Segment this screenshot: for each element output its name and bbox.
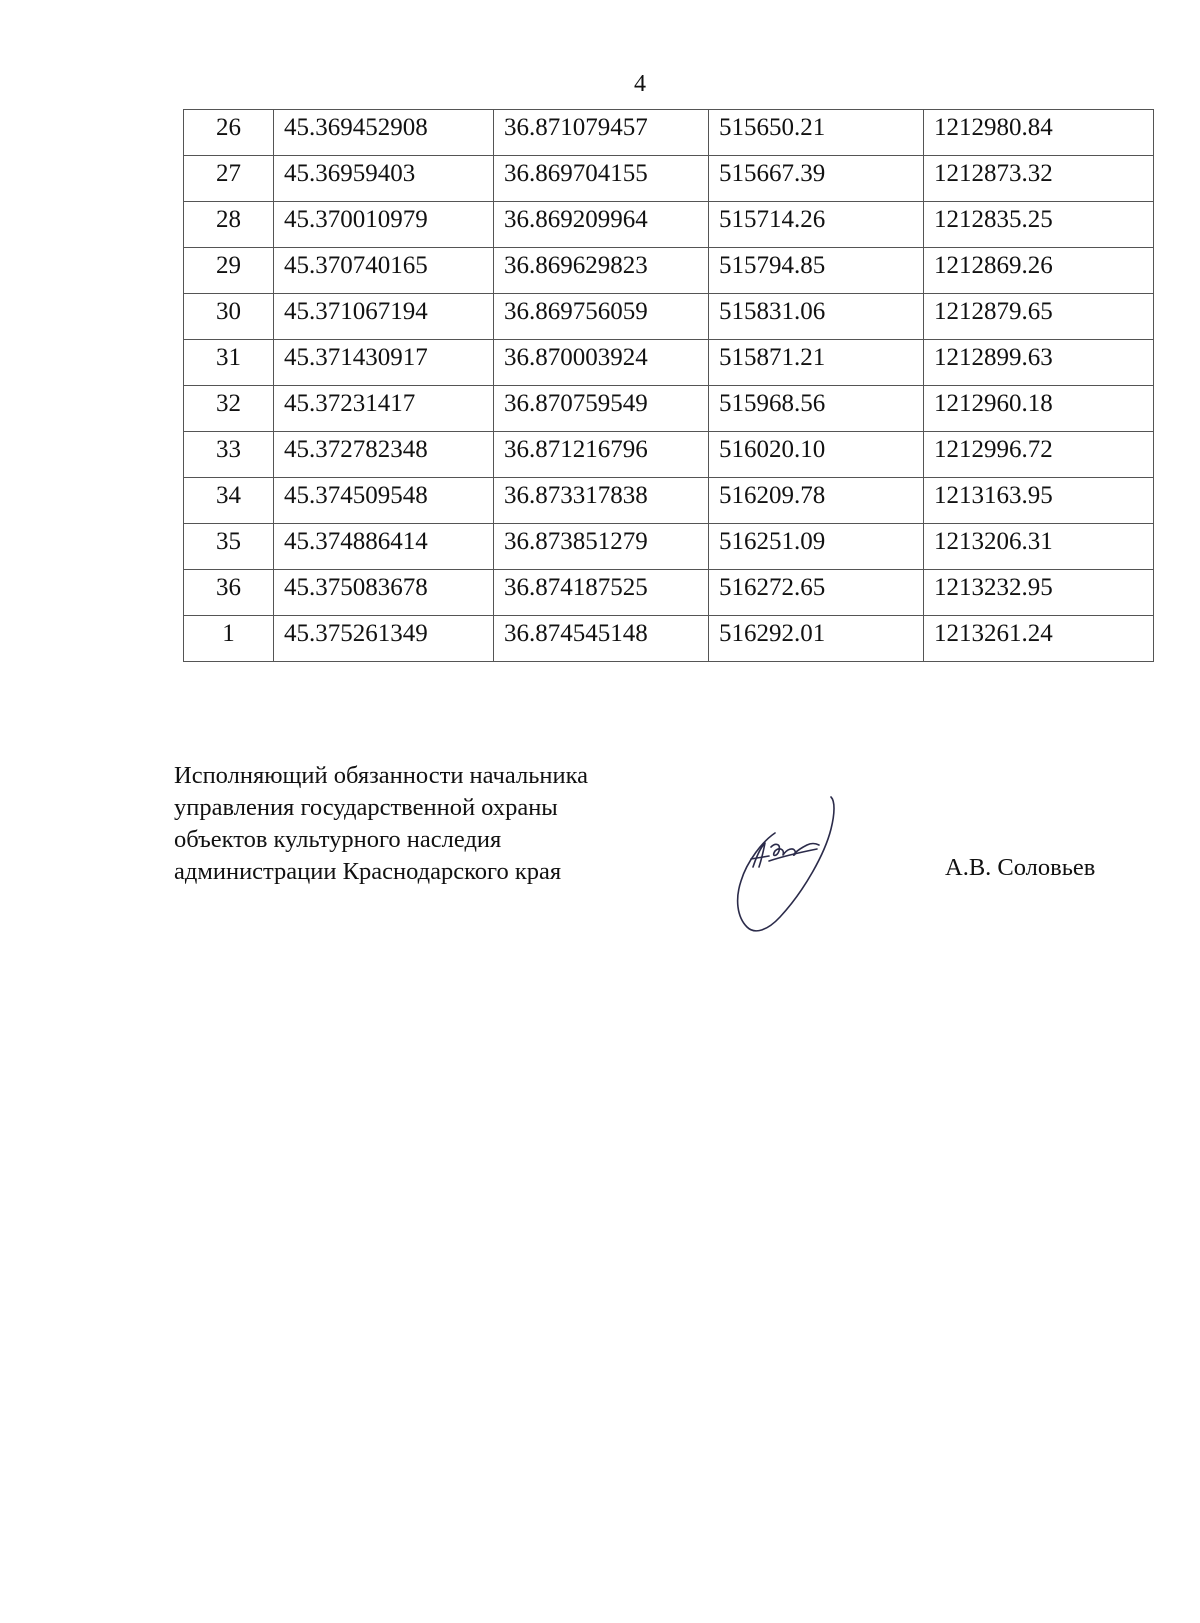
- x-coordinate-cell: 515667.39: [709, 156, 924, 202]
- latitude-cell: 45.370010979: [274, 202, 494, 248]
- position-line: объектов культурного наследия: [174, 826, 502, 853]
- x-coordinate-cell: 515871.21: [709, 340, 924, 386]
- position-line: администрации Краснодарского края: [174, 858, 562, 885]
- longitude-cell: 36.869704155: [494, 156, 709, 202]
- point-number-cell: 34: [184, 478, 274, 524]
- longitude-cell: 36.869756059: [494, 294, 709, 340]
- y-coordinate-cell: 1212899.63: [924, 340, 1154, 386]
- longitude-cell: 36.870003924: [494, 340, 709, 386]
- x-coordinate-cell: 516209.78: [709, 478, 924, 524]
- point-number-cell: 32: [184, 386, 274, 432]
- latitude-cell: 45.370740165: [274, 248, 494, 294]
- y-coordinate-cell: 1212835.25: [924, 202, 1154, 248]
- signatory-position: [174, 760, 588, 888]
- latitude-cell: 45.37231417: [274, 386, 494, 432]
- point-number-cell: 36: [184, 570, 274, 616]
- handwritten-signature: [735, 795, 865, 935]
- table-row: [184, 386, 1154, 432]
- y-coordinate-cell: 1213232.95: [924, 570, 1154, 616]
- point-number-cell: 35: [184, 524, 274, 570]
- latitude-cell: 45.375083678: [274, 570, 494, 616]
- table-row: [184, 432, 1154, 478]
- x-coordinate-cell: 515794.85: [709, 248, 924, 294]
- longitude-cell: 36.871079457: [494, 110, 709, 156]
- y-coordinate-cell: 1212996.72: [924, 432, 1154, 478]
- table-row: [184, 248, 1154, 294]
- table-row: [184, 524, 1154, 570]
- x-coordinate-cell: 515968.56: [709, 386, 924, 432]
- latitude-cell: 45.375261349: [274, 616, 494, 662]
- page-number: 4: [634, 71, 646, 97]
- point-number-cell: 30: [184, 294, 274, 340]
- latitude-cell: 45.36959403: [274, 156, 494, 202]
- y-coordinate-cell: 1213163.95: [924, 478, 1154, 524]
- table-row: [184, 478, 1154, 524]
- latitude-cell: 45.369452908: [274, 110, 494, 156]
- signer-name: А.В. Соловьев: [945, 854, 1096, 881]
- point-number-cell: 28: [184, 202, 274, 248]
- longitude-cell: 36.871216796: [494, 432, 709, 478]
- point-number-cell: 31: [184, 340, 274, 386]
- point-number-cell: 29: [184, 248, 274, 294]
- position-line: Исполняющий обязанности начальника: [174, 762, 588, 789]
- table-row: [184, 616, 1154, 662]
- table-row: [184, 202, 1154, 248]
- latitude-cell: 45.374509548: [274, 478, 494, 524]
- longitude-cell: 36.869629823: [494, 248, 709, 294]
- longitude-cell: 36.873317838: [494, 478, 709, 524]
- x-coordinate-cell: 516292.01: [709, 616, 924, 662]
- longitude-cell: 36.874545148: [494, 616, 709, 662]
- latitude-cell: 45.372782348: [274, 432, 494, 478]
- y-coordinate-cell: 1212960.18: [924, 386, 1154, 432]
- longitude-cell: 36.874187525: [494, 570, 709, 616]
- x-coordinate-cell: 516272.65: [709, 570, 924, 616]
- point-number-cell: 1: [184, 616, 274, 662]
- position-line: управления государственной охраны: [174, 794, 558, 821]
- x-coordinate-cell: 516251.09: [709, 524, 924, 570]
- latitude-cell: 45.371430917: [274, 340, 494, 386]
- x-coordinate-cell: 516020.10: [709, 432, 924, 478]
- table-row: [184, 340, 1154, 386]
- latitude-cell: 45.374886414: [274, 524, 494, 570]
- latitude-cell: 45.371067194: [274, 294, 494, 340]
- table-row: [184, 156, 1154, 202]
- point-number-cell: 33: [184, 432, 274, 478]
- y-coordinate-cell: 1212879.65: [924, 294, 1154, 340]
- y-coordinate-cell: 1212980.84: [924, 110, 1154, 156]
- y-coordinate-cell: 1212873.32: [924, 156, 1154, 202]
- y-coordinate-cell: 1213206.31: [924, 524, 1154, 570]
- y-coordinate-cell: 1212869.26: [924, 248, 1154, 294]
- point-number-cell: 26: [184, 110, 274, 156]
- x-coordinate-cell: 515650.21: [709, 110, 924, 156]
- x-coordinate-cell: 515831.06: [709, 294, 924, 340]
- x-coordinate-cell: 515714.26: [709, 202, 924, 248]
- point-number-cell: 27: [184, 156, 274, 202]
- table-row: [184, 294, 1154, 340]
- coordinates-table: [183, 109, 1154, 662]
- table-row: [184, 110, 1154, 156]
- longitude-cell: 36.870759549: [494, 386, 709, 432]
- table-row: [184, 570, 1154, 616]
- y-coordinate-cell: 1213261.24: [924, 616, 1154, 662]
- longitude-cell: 36.873851279: [494, 524, 709, 570]
- longitude-cell: 36.869209964: [494, 202, 709, 248]
